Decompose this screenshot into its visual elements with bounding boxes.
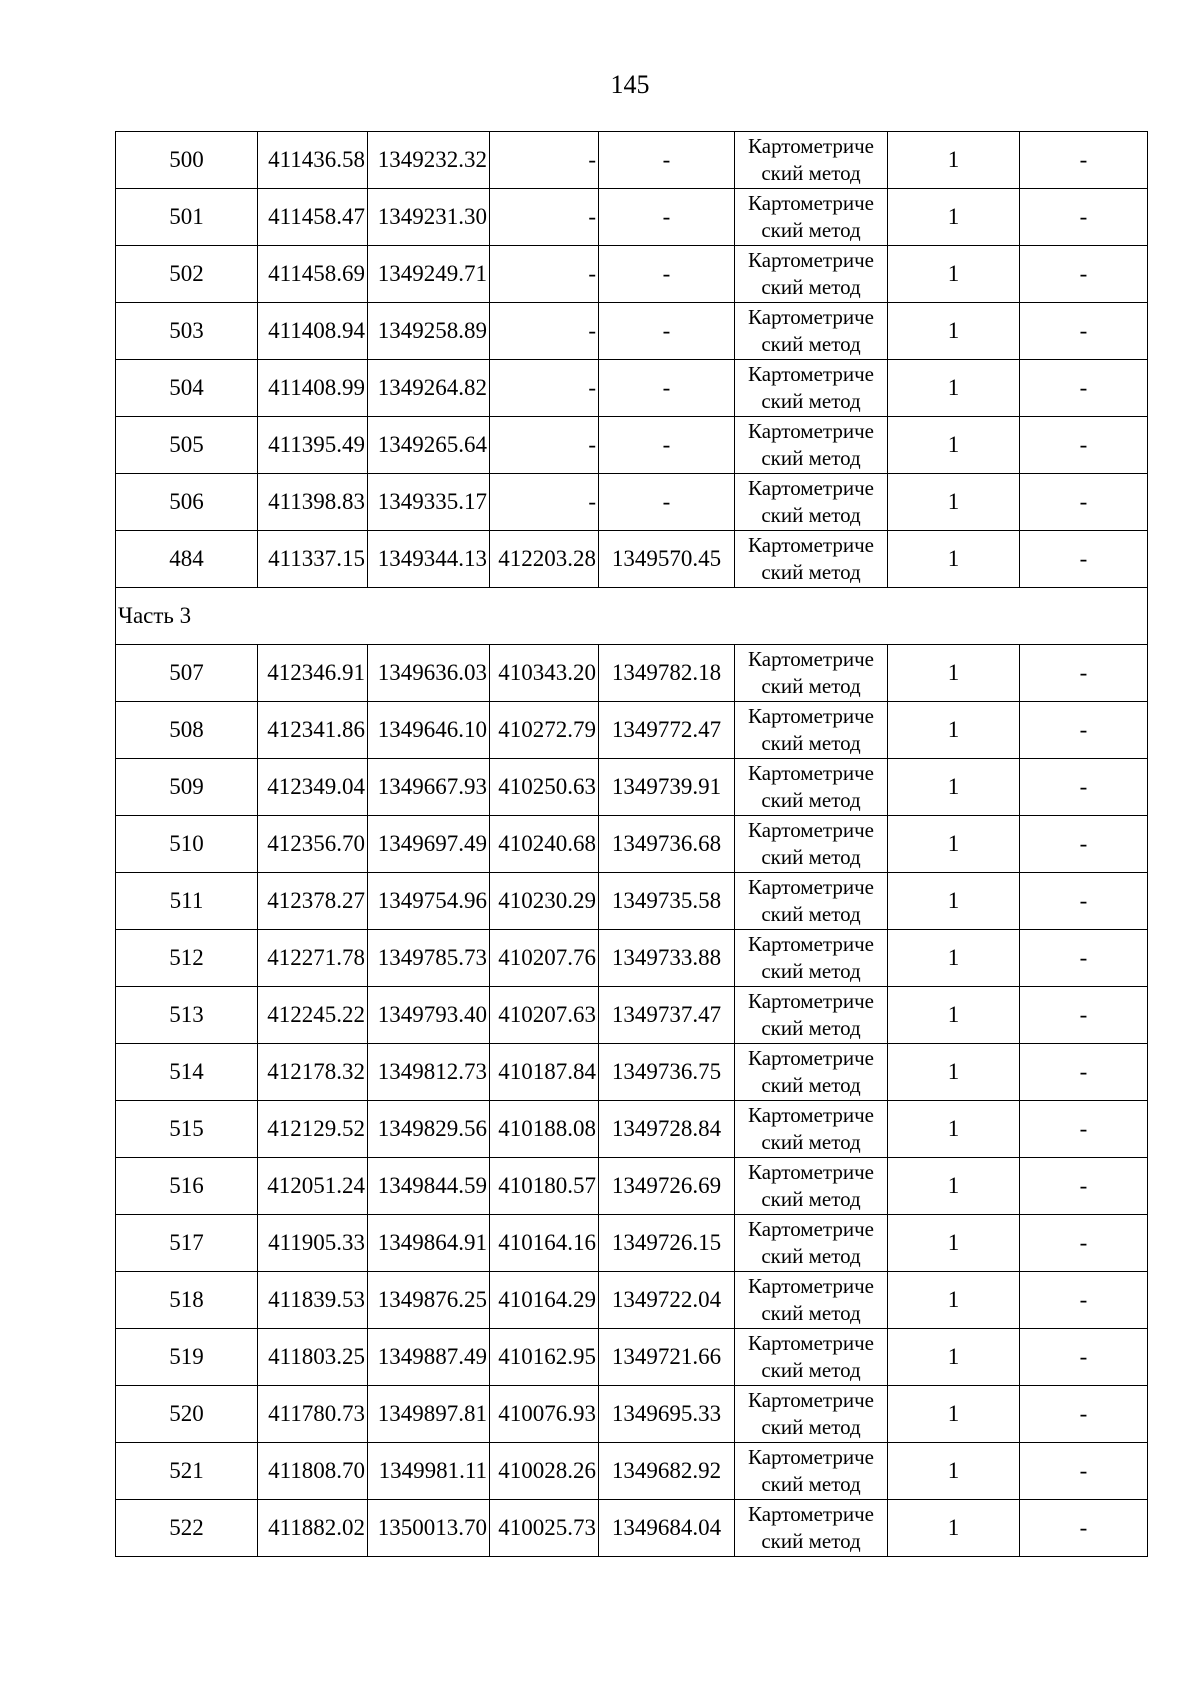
page-number: 145 xyxy=(610,70,650,99)
y-coordinate-cell: 1349812.73 xyxy=(368,1044,490,1101)
note-cell: - xyxy=(1020,303,1148,360)
x2-coordinate-cell: - xyxy=(490,303,599,360)
x-coordinate-cell: 411408.94 xyxy=(258,303,368,360)
table-row xyxy=(116,531,1148,588)
note-cell: - xyxy=(1020,1329,1148,1386)
x2-coordinate-cell: 410250.63 xyxy=(490,759,599,816)
x-coordinate-cell: 411905.33 xyxy=(258,1215,368,1272)
table-row xyxy=(116,474,1148,531)
y-coordinate-cell: 1349844.59 xyxy=(368,1158,490,1215)
note-cell: - xyxy=(1020,1044,1148,1101)
y-coordinate-cell: 1349258.89 xyxy=(368,303,490,360)
point-number-cell: 513 xyxy=(116,987,258,1044)
method-cell: Картометриче ский метод xyxy=(735,360,888,417)
accuracy-cell: 1 xyxy=(888,816,1020,873)
x2-coordinate-cell: 410187.84 xyxy=(490,1044,599,1101)
x-coordinate-cell: 411398.83 xyxy=(258,474,368,531)
point-number-cell: 517 xyxy=(116,1215,258,1272)
table-row xyxy=(116,303,1148,360)
point-number-cell: 522 xyxy=(116,1500,258,1557)
method-cell: Картометриче ский метод xyxy=(735,132,888,189)
y-coordinate-cell: 1349335.17 xyxy=(368,474,490,531)
method-cell: Картометриче ский метод xyxy=(735,987,888,1044)
coordinates-table xyxy=(115,131,1148,1557)
y2-coordinate-cell: 1349684.04 xyxy=(599,1500,735,1557)
point-number-cell: 505 xyxy=(116,417,258,474)
accuracy-cell: 1 xyxy=(888,1500,1020,1557)
table-row xyxy=(116,987,1148,1044)
point-number-cell: 506 xyxy=(116,474,258,531)
y-coordinate-cell: 1349667.93 xyxy=(368,759,490,816)
accuracy-cell: 1 xyxy=(888,987,1020,1044)
point-number-cell: 502 xyxy=(116,246,258,303)
y2-coordinate-cell: 1349772.47 xyxy=(599,702,735,759)
table-row xyxy=(116,759,1148,816)
accuracy-cell: 1 xyxy=(888,417,1020,474)
accuracy-cell: 1 xyxy=(888,1158,1020,1215)
method-cell: Картометриче ский метод xyxy=(735,1044,888,1101)
point-number-cell: 508 xyxy=(116,702,258,759)
x2-coordinate-cell: 410164.16 xyxy=(490,1215,599,1272)
y-coordinate-cell: 1350013.70 xyxy=(368,1500,490,1557)
note-cell: - xyxy=(1020,987,1148,1044)
y-coordinate-cell: 1349785.73 xyxy=(368,930,490,987)
y2-coordinate-cell: - xyxy=(599,417,735,474)
method-cell: Картометриче ский метод xyxy=(735,930,888,987)
accuracy-cell: 1 xyxy=(888,702,1020,759)
y2-coordinate-cell: - xyxy=(599,132,735,189)
y-coordinate-cell: 1349249.71 xyxy=(368,246,490,303)
table-row xyxy=(116,1272,1148,1329)
note-cell: - xyxy=(1020,132,1148,189)
method-cell: Картометриче ский метод xyxy=(735,1215,888,1272)
note-cell: - xyxy=(1020,816,1148,873)
table-row xyxy=(116,645,1148,702)
y2-coordinate-cell: 1349739.91 xyxy=(599,759,735,816)
x-coordinate-cell: 412356.70 xyxy=(258,816,368,873)
x-coordinate-cell: 412271.78 xyxy=(258,930,368,987)
y2-coordinate-cell: 1349736.75 xyxy=(599,1044,735,1101)
y-coordinate-cell: 1349864.91 xyxy=(368,1215,490,1272)
table-row xyxy=(116,702,1148,759)
table-row xyxy=(116,816,1148,873)
accuracy-cell: 1 xyxy=(888,132,1020,189)
accuracy-cell: 1 xyxy=(888,360,1020,417)
method-cell: Картометриче ский метод xyxy=(735,189,888,246)
accuracy-cell: 1 xyxy=(888,189,1020,246)
point-number-cell: 510 xyxy=(116,816,258,873)
point-number-cell: 518 xyxy=(116,1272,258,1329)
method-cell: Картометриче ский метод xyxy=(735,1500,888,1557)
x2-coordinate-cell: - xyxy=(490,417,599,474)
method-cell: Картометриче ский метод xyxy=(735,816,888,873)
x2-coordinate-cell: 410180.57 xyxy=(490,1158,599,1215)
table-row xyxy=(116,1443,1148,1500)
y-coordinate-cell: 1349754.96 xyxy=(368,873,490,930)
y-coordinate-cell: 1349264.82 xyxy=(368,360,490,417)
x2-coordinate-cell: 410028.26 xyxy=(490,1443,599,1500)
x2-coordinate-cell: 410207.76 xyxy=(490,930,599,987)
x-coordinate-cell: 412129.52 xyxy=(258,1101,368,1158)
x2-coordinate-cell: - xyxy=(490,189,599,246)
table-row xyxy=(116,189,1148,246)
note-cell: - xyxy=(1020,1215,1148,1272)
x2-coordinate-cell: 410230.29 xyxy=(490,873,599,930)
table-row xyxy=(116,246,1148,303)
point-number-cell: 484 xyxy=(116,531,258,588)
y2-coordinate-cell: 1349695.33 xyxy=(599,1386,735,1443)
y-coordinate-cell: 1349697.49 xyxy=(368,816,490,873)
x-coordinate-cell: 412349.04 xyxy=(258,759,368,816)
method-cell: Картометриче ский метод xyxy=(735,1443,888,1500)
point-number-cell: 512 xyxy=(116,930,258,987)
accuracy-cell: 1 xyxy=(888,873,1020,930)
accuracy-cell: 1 xyxy=(888,645,1020,702)
x2-coordinate-cell: 410343.20 xyxy=(490,645,599,702)
x2-coordinate-cell: - xyxy=(490,132,599,189)
table-row xyxy=(116,1329,1148,1386)
point-number-cell: 516 xyxy=(116,1158,258,1215)
x2-coordinate-cell: 410272.79 xyxy=(490,702,599,759)
accuracy-cell: 1 xyxy=(888,930,1020,987)
y2-coordinate-cell: 1349570.45 xyxy=(599,531,735,588)
x-coordinate-cell: 412378.27 xyxy=(258,873,368,930)
section-header-row xyxy=(116,588,1148,645)
y2-coordinate-cell: 1349735.58 xyxy=(599,873,735,930)
note-cell: - xyxy=(1020,930,1148,987)
accuracy-cell: 1 xyxy=(888,1272,1020,1329)
note-cell: - xyxy=(1020,645,1148,702)
x2-coordinate-cell: - xyxy=(490,246,599,303)
x-coordinate-cell: 412178.32 xyxy=(258,1044,368,1101)
point-number-cell: 509 xyxy=(116,759,258,816)
y-coordinate-cell: 1349265.64 xyxy=(368,417,490,474)
table-body xyxy=(116,132,1148,1557)
note-cell: - xyxy=(1020,360,1148,417)
x2-coordinate-cell: 410188.08 xyxy=(490,1101,599,1158)
x-coordinate-cell: 412245.22 xyxy=(258,987,368,1044)
y-coordinate-cell: 1349646.10 xyxy=(368,702,490,759)
x2-coordinate-cell: 410240.68 xyxy=(490,816,599,873)
table-row xyxy=(116,417,1148,474)
x2-coordinate-cell: - xyxy=(490,360,599,417)
point-number-cell: 503 xyxy=(116,303,258,360)
method-cell: Картометриче ский метод xyxy=(735,303,888,360)
table-row xyxy=(116,873,1148,930)
accuracy-cell: 1 xyxy=(888,1386,1020,1443)
x-coordinate-cell: 411808.70 xyxy=(258,1443,368,1500)
table-row xyxy=(116,132,1148,189)
point-number-cell: 521 xyxy=(116,1443,258,1500)
y2-coordinate-cell: 1349726.15 xyxy=(599,1215,735,1272)
y2-coordinate-cell: 1349728.84 xyxy=(599,1101,735,1158)
x-coordinate-cell: 412051.24 xyxy=(258,1158,368,1215)
accuracy-cell: 1 xyxy=(888,303,1020,360)
x-coordinate-cell: 411458.47 xyxy=(258,189,368,246)
point-number-cell: 504 xyxy=(116,360,258,417)
point-number-cell: 511 xyxy=(116,873,258,930)
y-coordinate-cell: 1349876.25 xyxy=(368,1272,490,1329)
y-coordinate-cell: 1349897.81 xyxy=(368,1386,490,1443)
x-coordinate-cell: 412346.91 xyxy=(258,645,368,702)
y2-coordinate-cell: 1349736.68 xyxy=(599,816,735,873)
point-number-cell: 500 xyxy=(116,132,258,189)
note-cell: - xyxy=(1020,1443,1148,1500)
method-cell: Картометриче ский метод xyxy=(735,246,888,303)
method-cell: Картометриче ский метод xyxy=(735,1158,888,1215)
method-cell: Картометриче ский метод xyxy=(735,1101,888,1158)
note-cell: - xyxy=(1020,873,1148,930)
note-cell: - xyxy=(1020,702,1148,759)
accuracy-cell: 1 xyxy=(888,1044,1020,1101)
table-row xyxy=(116,1500,1148,1557)
x-coordinate-cell: 411408.99 xyxy=(258,360,368,417)
table-row xyxy=(116,930,1148,987)
point-number-cell: 514 xyxy=(116,1044,258,1101)
method-cell: Картометриче ский метод xyxy=(735,645,888,702)
point-number-cell: 501 xyxy=(116,189,258,246)
y2-coordinate-cell: 1349726.69 xyxy=(599,1158,735,1215)
method-cell: Картометриче ский метод xyxy=(735,474,888,531)
note-cell: - xyxy=(1020,1101,1148,1158)
point-number-cell: 520 xyxy=(116,1386,258,1443)
y-coordinate-cell: 1349829.56 xyxy=(368,1101,490,1158)
x2-coordinate-cell: 410076.93 xyxy=(490,1386,599,1443)
x-coordinate-cell: 411780.73 xyxy=(258,1386,368,1443)
note-cell: - xyxy=(1020,759,1148,816)
y-coordinate-cell: 1349981.11 xyxy=(368,1443,490,1500)
y-coordinate-cell: 1349636.03 xyxy=(368,645,490,702)
accuracy-cell: 1 xyxy=(888,474,1020,531)
method-cell: Картометриче ский метод xyxy=(735,873,888,930)
y2-coordinate-cell: 1349722.04 xyxy=(599,1272,735,1329)
y2-coordinate-cell: 1349782.18 xyxy=(599,645,735,702)
y2-coordinate-cell: 1349721.66 xyxy=(599,1329,735,1386)
x2-coordinate-cell: 410162.95 xyxy=(490,1329,599,1386)
note-cell: - xyxy=(1020,1158,1148,1215)
y-coordinate-cell: 1349887.49 xyxy=(368,1329,490,1386)
accuracy-cell: 1 xyxy=(888,1443,1020,1500)
x2-coordinate-cell: 410207.63 xyxy=(490,987,599,1044)
accuracy-cell: 1 xyxy=(888,531,1020,588)
accuracy-cell: 1 xyxy=(888,1329,1020,1386)
x-coordinate-cell: 411882.02 xyxy=(258,1500,368,1557)
x-coordinate-cell: 411395.49 xyxy=(258,417,368,474)
y2-coordinate-cell: - xyxy=(599,303,735,360)
accuracy-cell: 1 xyxy=(888,1215,1020,1272)
x-coordinate-cell: 411458.69 xyxy=(258,246,368,303)
y-coordinate-cell: 1349231.30 xyxy=(368,189,490,246)
accuracy-cell: 1 xyxy=(888,246,1020,303)
x-coordinate-cell: 411839.53 xyxy=(258,1272,368,1329)
note-cell: - xyxy=(1020,246,1148,303)
table-row xyxy=(116,1044,1148,1101)
note-cell: - xyxy=(1020,417,1148,474)
x2-coordinate-cell: 410164.29 xyxy=(490,1272,599,1329)
point-number-cell: 507 xyxy=(116,645,258,702)
table-row xyxy=(116,1101,1148,1158)
table-row xyxy=(116,1158,1148,1215)
y-coordinate-cell: 1349232.32 xyxy=(368,132,490,189)
y2-coordinate-cell: - xyxy=(599,189,735,246)
method-cell: Картометриче ский метод xyxy=(735,531,888,588)
x-coordinate-cell: 411337.15 xyxy=(258,531,368,588)
method-cell: Картометриче ский метод xyxy=(735,702,888,759)
y-coordinate-cell: 1349793.40 xyxy=(368,987,490,1044)
method-cell: Картометриче ский метод xyxy=(735,1329,888,1386)
point-number-cell: 519 xyxy=(116,1329,258,1386)
y2-coordinate-cell: 1349682.92 xyxy=(599,1443,735,1500)
note-cell: - xyxy=(1020,1386,1148,1443)
method-cell: Картометриче ский метод xyxy=(735,417,888,474)
accuracy-cell: 1 xyxy=(888,759,1020,816)
y-coordinate-cell: 1349344.13 xyxy=(368,531,490,588)
table-row xyxy=(116,1215,1148,1272)
note-cell: - xyxy=(1020,531,1148,588)
y2-coordinate-cell: - xyxy=(599,360,735,417)
y2-coordinate-cell: - xyxy=(599,474,735,531)
y2-coordinate-cell: 1349733.88 xyxy=(599,930,735,987)
x2-coordinate-cell: 412203.28 xyxy=(490,531,599,588)
x2-coordinate-cell: - xyxy=(490,474,599,531)
method-cell: Картометриче ский метод xyxy=(735,1386,888,1443)
method-cell: Картометриче ский метод xyxy=(735,1272,888,1329)
x-coordinate-cell: 412341.86 xyxy=(258,702,368,759)
x-coordinate-cell: 411803.25 xyxy=(258,1329,368,1386)
table-row xyxy=(116,360,1148,417)
note-cell: - xyxy=(1020,1500,1148,1557)
note-cell: - xyxy=(1020,189,1148,246)
point-number-cell: 515 xyxy=(116,1101,258,1158)
table-row xyxy=(116,1386,1148,1443)
section-title: Часть 3 xyxy=(116,588,1148,645)
note-cell: - xyxy=(1020,1272,1148,1329)
method-cell: Картометриче ский метод xyxy=(735,759,888,816)
note-cell: - xyxy=(1020,474,1148,531)
y2-coordinate-cell: 1349737.47 xyxy=(599,987,735,1044)
x2-coordinate-cell: 410025.73 xyxy=(490,1500,599,1557)
y2-coordinate-cell: - xyxy=(599,246,735,303)
x-coordinate-cell: 411436.58 xyxy=(258,132,368,189)
accuracy-cell: 1 xyxy=(888,1101,1020,1158)
